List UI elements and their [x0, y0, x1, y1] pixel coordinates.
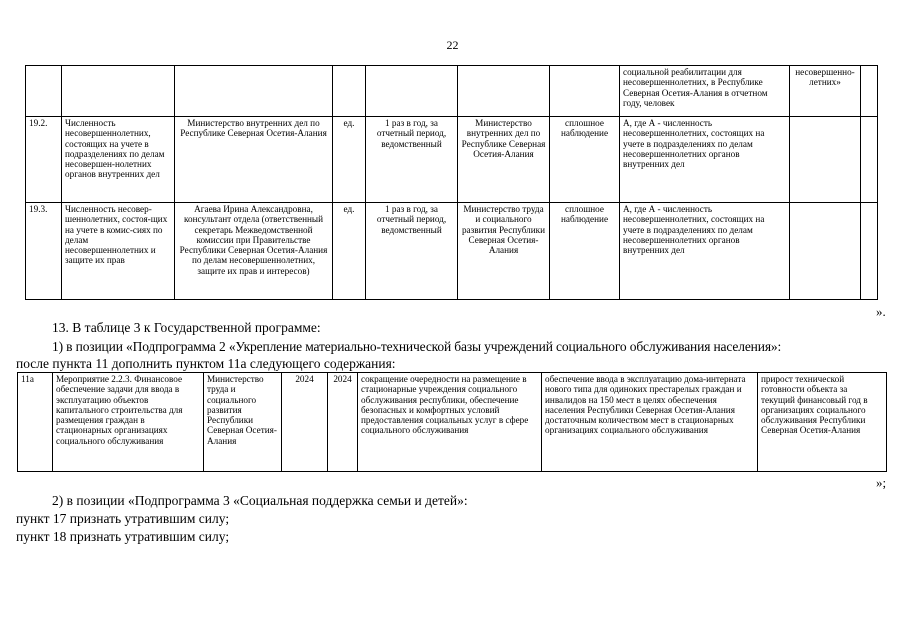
note-cell [790, 117, 861, 203]
collection-cell: сплошное наблюдение [550, 203, 620, 300]
indicator-cell: Численность несовершеннолетних, состоящих на учете в подразделениях по делам несовершен-нолетних органов внутренних дел [62, 117, 175, 203]
row-number: 19.2. [26, 117, 62, 203]
paragraph-13-2: 2) в позиции «Подпрограмма 3 «Социальная поддержка семьи и детей»: [52, 493, 468, 508]
table2-closing-quote: »; [876, 475, 887, 490]
consequence-cell: обеспечение ввода в эксплуатацию дома-интерната нового типа для одиноких престарелых граждан и инвалидов на 150 мест в целях обеспечения населения Республики Северная Осетия-Алания достаточным количеством мест в стационарных организациях социального обслуживания [542, 373, 758, 472]
event-cell: Мероприятие 2.2.3. Финансовое обеспечение задачи для ввода в эксплуатацию объектов капитального строительства для размещения граждан в стационарных организациях социального обслуживания [53, 373, 204, 472]
paragraph-13: 13. В таблице 3 к Государственной программе: [52, 320, 321, 335]
unit-cell: ед. [333, 117, 366, 203]
responsible-cell: Министерство внутренних дел по Республике Северная Осетия-Алания [175, 117, 333, 203]
row-number: 19.3. [26, 203, 62, 300]
responsible-cell: Агаева Ирина Александровна, консультант отдела (ответственный секретарь Межведомственной комиссии при Правительстве Республики Северная Осетия-Алания по делам несовершеннолетних, защите их прав и интересов) [175, 203, 333, 300]
result-cell: сокращение очередности на размещение в стационарные учреждения социального обслуживания республики, обеспечение безопасных и комфортных условий предоставления социальных услуг в сфере социального обслуживания [358, 373, 542, 472]
source-cell: Министерство внутренних дел по Республике Северная Осетия-Алания [458, 117, 550, 203]
row-number: 11а [18, 373, 53, 472]
collection-cell: сплошное наблюдение [550, 117, 620, 203]
end-year-cell: 2024 [328, 373, 358, 472]
indicator-cell: Численность несовер-шеннолетних, состоя-щих на учете в комис-сиях по делам несовершеннолетних и защите их прав [62, 203, 175, 300]
periodicity-cell: 1 раз в год, за отчетный период, ведомственный [366, 117, 458, 203]
source-cell: Министерство труда и социального развития Республики Северная Осетия-Алания [458, 203, 550, 300]
table-row [26, 66, 878, 117]
method-cell: А, где А - численность несовершеннолетних, состоящих на учете в подразделениях по делам несовершеннолетних органов внутренних дел [620, 117, 790, 203]
paragraph-13-1b: после пункта 11 дополнить пунктом 11а следующего содержания: [16, 356, 396, 371]
executor-cell: Министерство труда и социального развития Республики Северная Осетия-Алания [204, 373, 282, 472]
indicators-table [25, 65, 878, 300]
start-year-cell: 2024 [282, 373, 328, 472]
events-table [17, 372, 887, 472]
paragraph-13-1: 1) в позиции «Подпрограмма 2 «Укрепление материально-технической базы учреждений социального обслуживания населения»: [52, 339, 782, 354]
table-row [18, 373, 887, 472]
paragraph-13-2b: пункт 18 признать утратившим силу; [16, 529, 230, 544]
note-cell [790, 203, 861, 300]
note-cell: несовершенно-летних» [790, 66, 861, 117]
periodicity-cell: 1 раз в год, за отчетный период, ведомственный [366, 203, 458, 300]
table-row [26, 203, 878, 300]
table1-closing-quote: ». [876, 304, 886, 319]
paragraph-13-2a: пункт 17 признать утратившим силу; [16, 511, 230, 526]
table-row [26, 117, 878, 203]
link-cell: прирост технической готовности объекта за текущий финансовый год в организациях социального обслуживания Республики Северная Осетия-Алания [758, 373, 887, 472]
method-cell: А, где А - численность несовершеннолетних, состоящих на учете в подразделениях по делам несовершеннолетних органов внутренних дел [620, 203, 790, 300]
page-number: 22 [446, 38, 459, 52]
method-cell: социальной реабилитации для несовершеннолетних, в Республике Северная Осетия-Алания в отчетном году, человек [620, 66, 790, 117]
unit-cell: ед. [333, 203, 366, 300]
